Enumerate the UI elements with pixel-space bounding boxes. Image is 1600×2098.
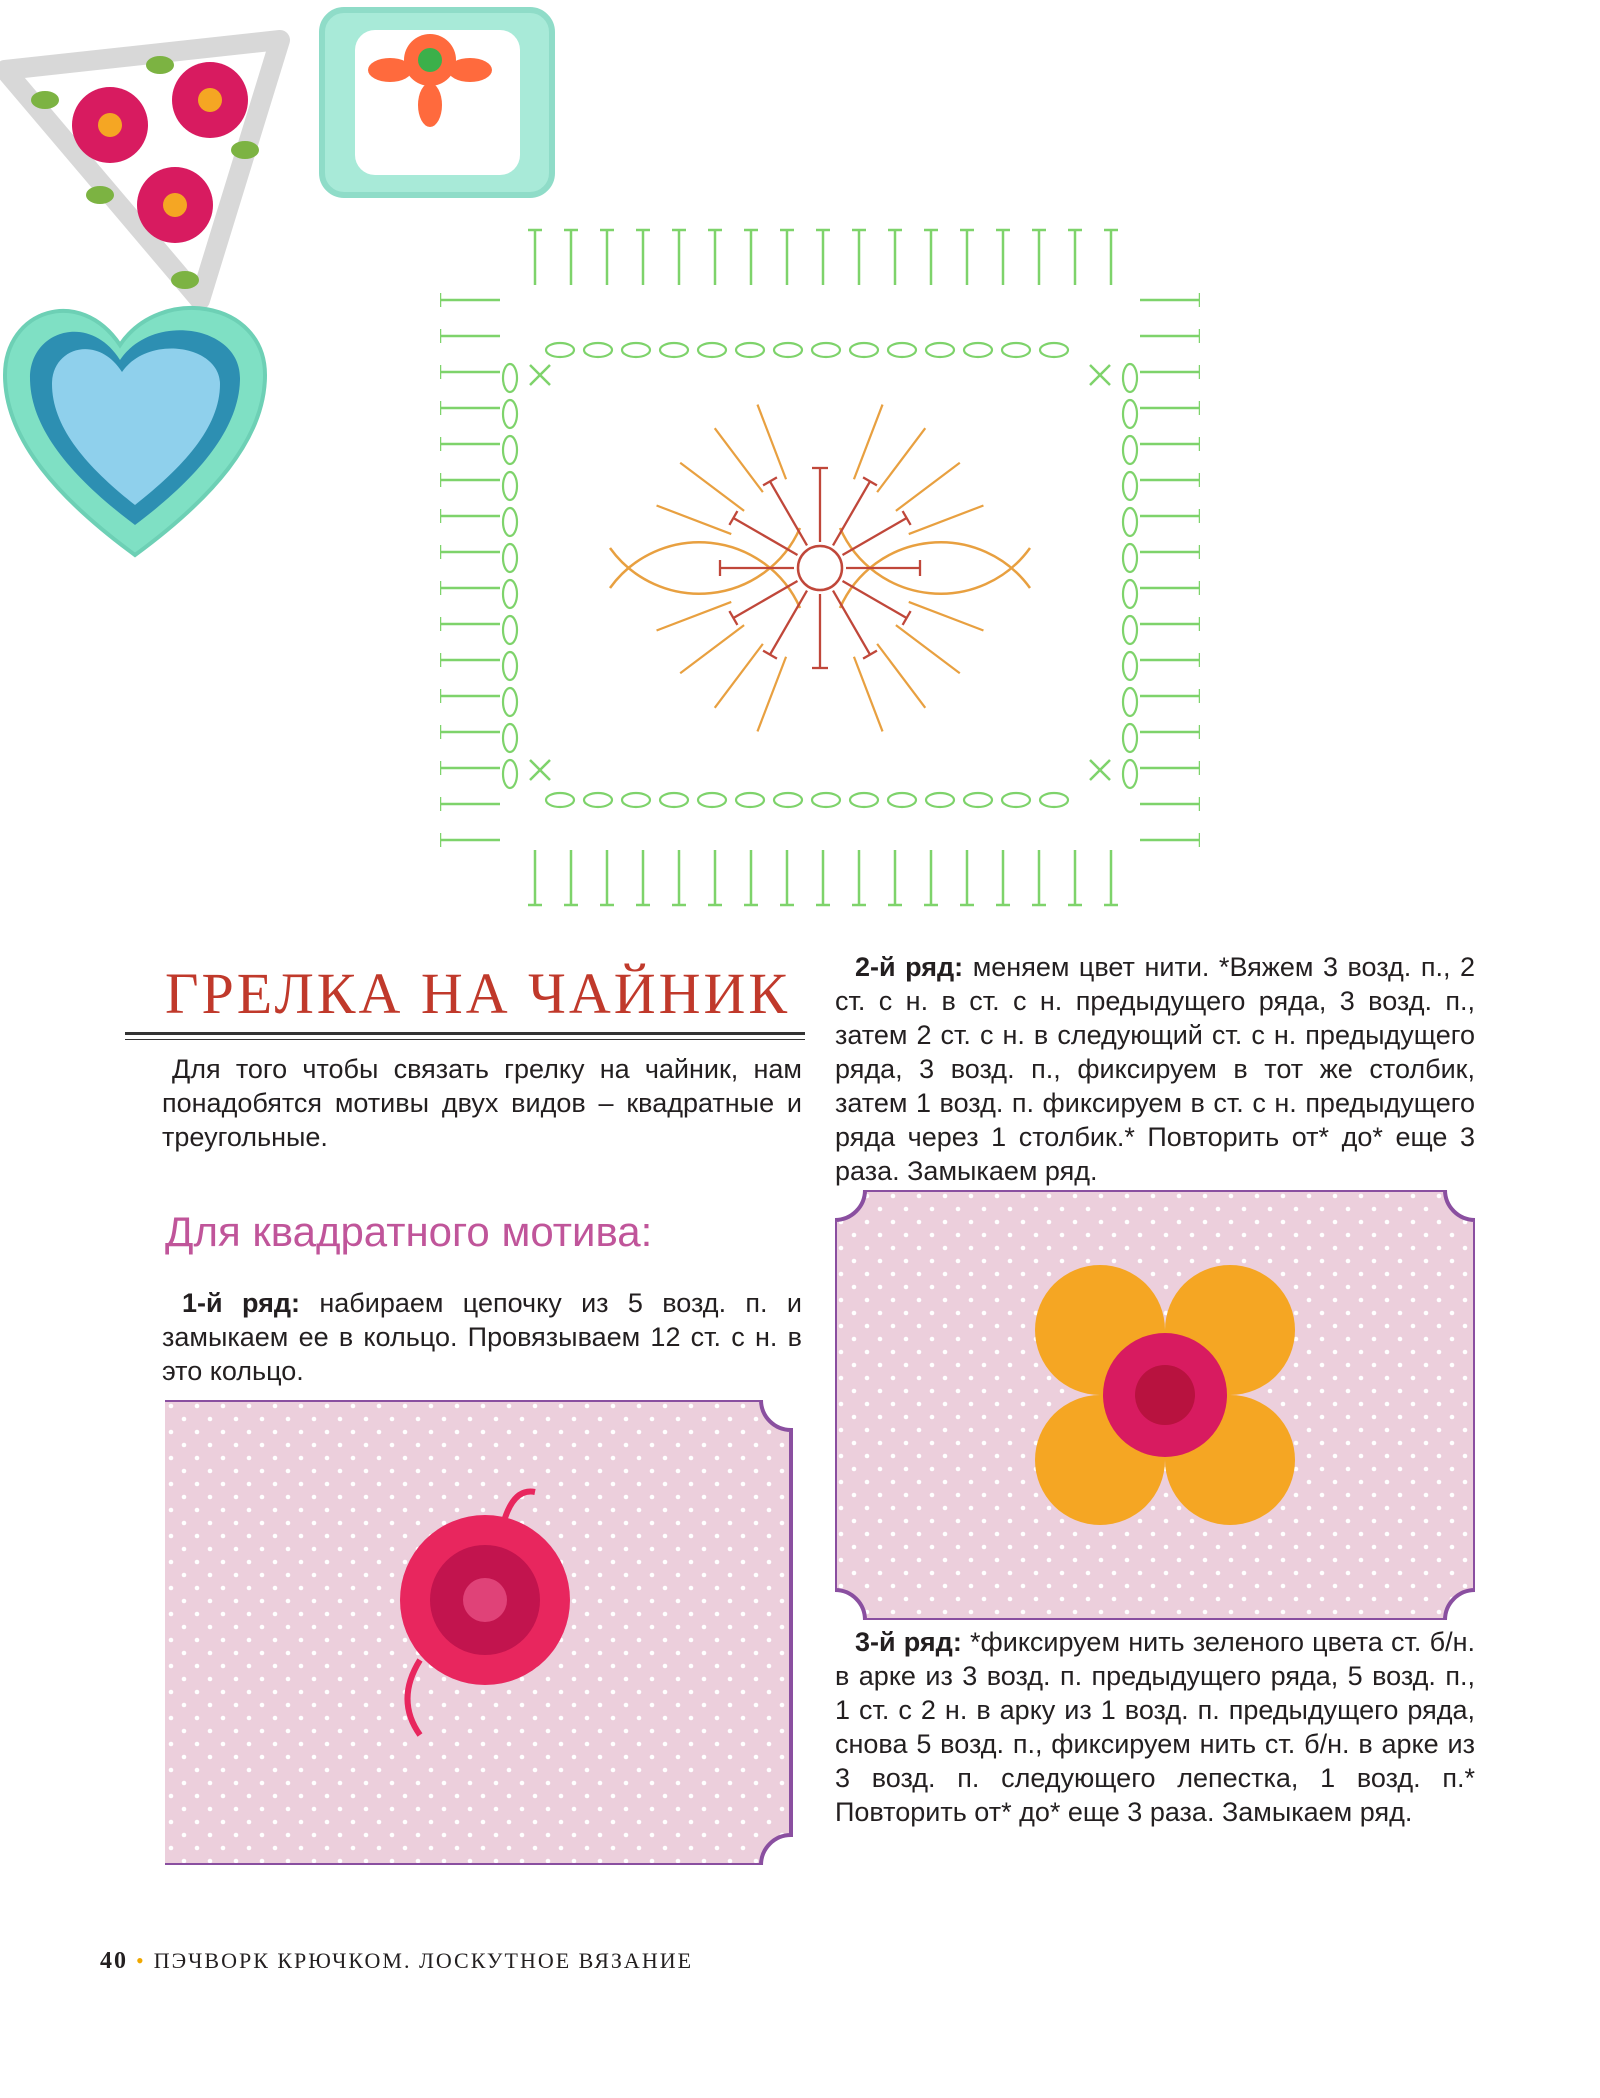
triangle-flower [72,87,148,163]
chain-oval-right [1123,688,1137,716]
chain-oval-top [888,343,916,357]
center-stitch [770,481,807,545]
chain-oval-left [503,724,517,752]
chain-oval-bottom [546,793,574,807]
chain-oval-left [503,544,517,572]
petal-stitch [715,644,763,708]
chain-oval-bottom [812,793,840,807]
section-heading: Для квадратного мотива: [165,1208,653,1255]
petal-stitch [854,405,883,480]
petal-stitch [680,463,744,511]
chain-oval-right [1123,652,1137,680]
petal-stitch [757,405,786,480]
center-stitch-cap [763,477,777,485]
chain-oval-bottom [850,793,878,807]
chain-oval-left [503,436,517,464]
chain-oval-right [1123,400,1137,428]
center-stitch-cap [729,611,737,625]
petal-stitch [757,657,786,732]
chain-oval-right [1123,472,1137,500]
footer-separator: • [136,1948,146,1973]
chain-oval-bottom [660,793,688,807]
chain-oval-bottom [622,793,650,807]
chain-oval-right [1123,724,1137,752]
chain-oval-top [964,343,992,357]
chain-oval-right [1123,580,1137,608]
chain-oval-left [503,472,517,500]
chain-oval-left [503,652,517,680]
row-1-label: 1-й ряд: [182,1288,300,1318]
center-ring [798,546,842,590]
chain-oval-right [1123,760,1137,788]
chain-oval-left [503,364,517,392]
chain-oval-top [774,343,802,357]
book-title: ПЭЧВОРК КРЮЧКОМ. ЛОСКУТНОЕ ВЯЗАНИЕ [153,1948,694,1973]
center-stitch-cap [729,511,737,525]
center-stitch-cap [863,651,877,659]
petal-stitch [877,428,925,492]
chain-oval-top [850,343,878,357]
chain-oval-right [1123,544,1137,572]
page-number: 40 [100,1948,128,1974]
chain-oval-bottom [926,793,954,807]
chain-oval-right [1123,508,1137,536]
row-1-instructions [162,1286,802,1388]
petal-stitch [909,505,984,534]
center-stitch [833,481,870,545]
row-2-text: меняем цвет нити. *Вяжем 3 возд. п., 2 ст. с н. в ст. с н. предыдущего ряда, 3 возд. п., затем 2 ст. с н. в следующий ст. с н. предыдущего ряда, 3 возд. п., фиксируем в тот же столбик, затем 1 возд. п. фиксируем в ст. с н. предыдущего ряда через 1 столбик.* Повторить от* до* еще 3 раза. Замыкаем ряд. [835,952,1475,1186]
chain-oval-right [1123,436,1137,464]
petal-stitch [896,463,960,511]
center-stitch [843,518,907,555]
center-stitch-cap [903,511,911,525]
center-stitch [733,581,797,618]
chain-oval-top [698,343,726,357]
chain-oval-top [546,343,574,357]
petal-stitch [680,625,744,673]
chain-oval-top [1002,343,1030,357]
row-2-instructions [835,950,1475,1188]
chain-oval-bottom [1040,793,1068,807]
chain-oval-right [1123,616,1137,644]
chain-oval-bottom [698,793,726,807]
row-1-text: набираем цепочку из 5 возд. п. и замыкаем ее в кольцо. Провязываем 12 ст. с н. в это кольцо. [162,1288,802,1386]
chain-oval-right [1123,364,1137,392]
chain-oval-bottom [964,793,992,807]
petal-stitch [657,602,732,631]
petal-stitch [909,602,984,631]
page-title: ГРЕЛКА НА ЧАЙНИК [165,961,791,1026]
chain-oval-bottom [736,793,764,807]
row-3-text: *фиксируем нить зеленого цвета ст. б/н. в арке из 3 возд. п. предыдущего ряда, 5 возд. п., 1 ст. с 2 н. в арку из 1 возд. п. предыдущего ряда, снова 5 возд. п., фиксируем нить ст. б/н. в арке из 3 возд. п. следующего лепестка, 1 возд. п.* Повторить от* до* еще 3 раза. Замыкаем ряд. [835,1627,1475,1827]
intro-paragraph: Для того чтобы связать грелку на чайник, нам понадобятся мотивы двух видов – квадратные и треугольные. [162,1054,802,1152]
center-stitch-cap [763,651,777,659]
petal-stitch [877,644,925,708]
chain-oval-top [584,343,612,357]
chain-oval-top [1040,343,1068,357]
petal-stitch [854,657,883,732]
petal-stitch [715,428,763,492]
photo-row-2 [835,1190,1475,1620]
row-3-instructions [835,1625,1475,1829]
title-rule-thin [125,1039,805,1040]
center-stitch [733,518,797,555]
petal-stitch [657,505,732,534]
chain-oval-left [503,400,517,428]
chain-oval-bottom [584,793,612,807]
chain-oval-bottom [888,793,916,807]
chain-oval-left [503,580,517,608]
petal-stitch [896,625,960,673]
page-footer [100,1948,693,1975]
chain-oval-top [736,343,764,357]
row-2-label: 2-й ряд: [855,952,964,982]
center-stitch-cap [903,611,911,625]
chain-oval-top [660,343,688,357]
chain-oval-top [926,343,954,357]
title-rule [125,1032,805,1035]
center-stitch [770,591,807,655]
chain-oval-bottom [774,793,802,807]
row-3-label: 3-й ряд: [855,1627,962,1657]
center-stitch [833,591,870,655]
chain-oval-bottom [1002,793,1030,807]
chain-oval-left [503,508,517,536]
chain-oval-left [503,616,517,644]
chain-oval-left [503,688,517,716]
crochet-diagram [440,200,1200,940]
chain-oval-top [812,343,840,357]
center-stitch-cap [863,477,877,485]
chain-oval-top [622,343,650,357]
photo-row-1 [165,1400,805,1865]
center-stitch [843,581,907,618]
chain-oval-left [503,760,517,788]
